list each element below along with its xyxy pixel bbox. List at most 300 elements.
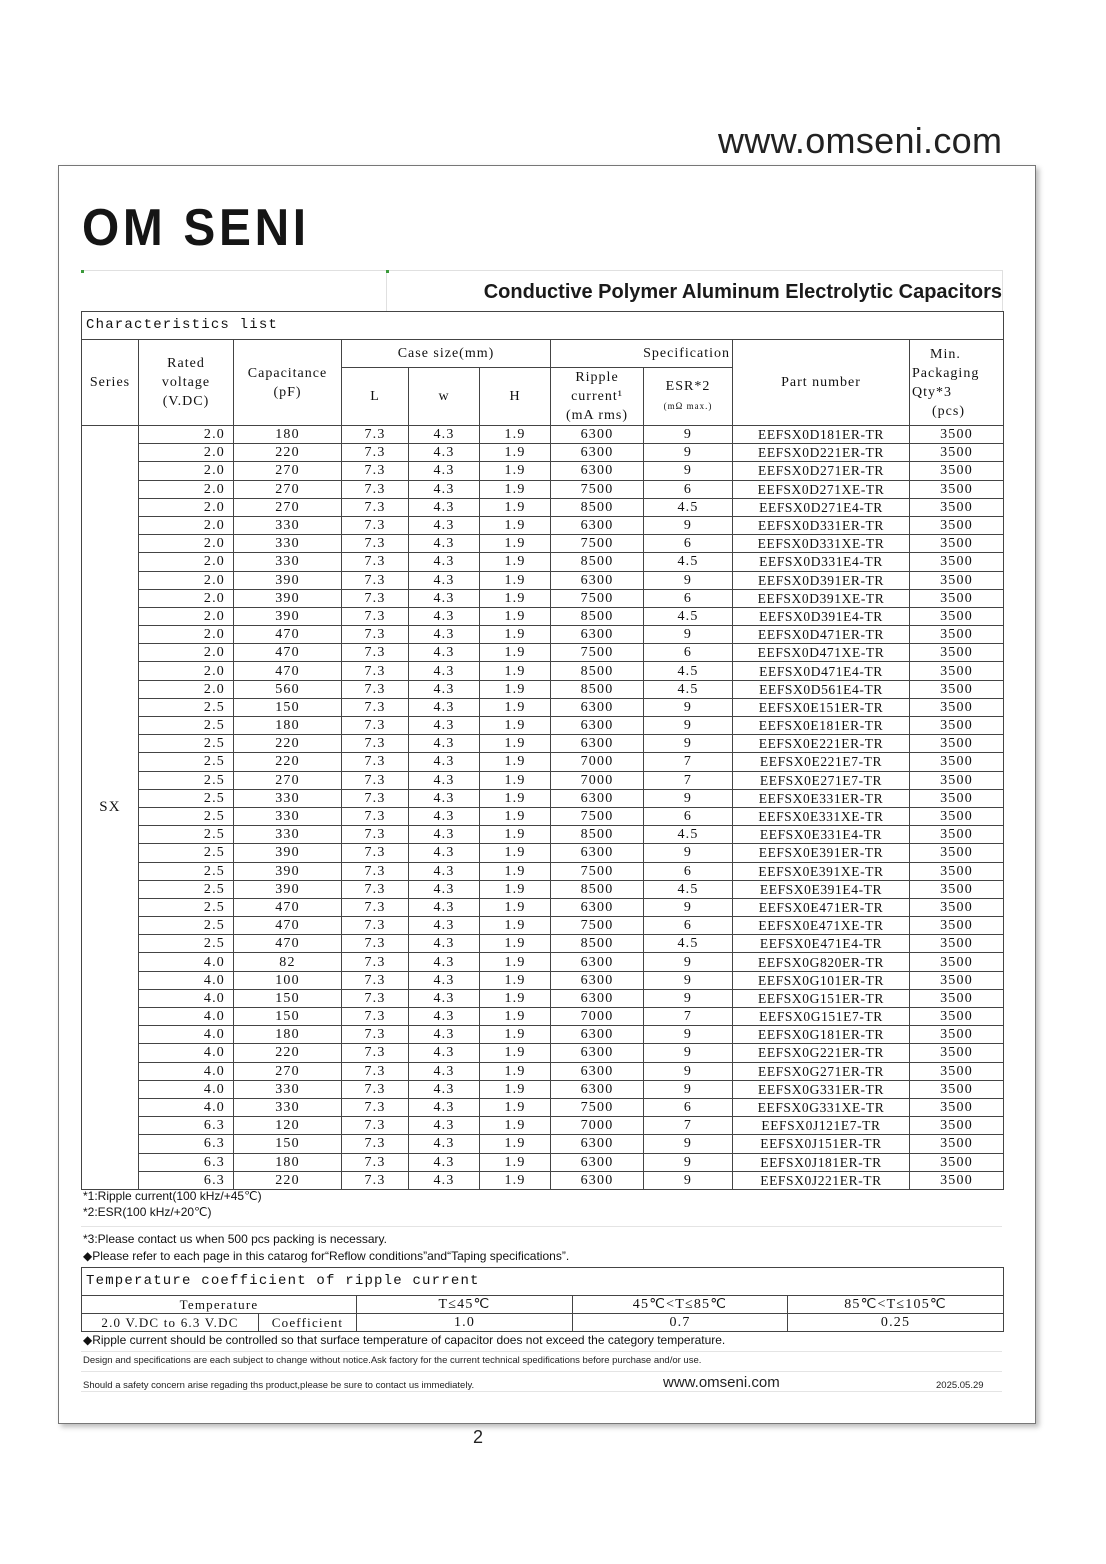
company-logo: OM SENI <box>82 199 310 257</box>
corner-mark <box>386 270 389 273</box>
packaging-qty: 3500 <box>910 553 1004 571</box>
packaging-qty: 3500 <box>910 589 1004 607</box>
note-divider <box>81 1226 1002 1227</box>
esr: 9 <box>644 953 733 971</box>
rated-voltage: 2.5 <box>139 826 234 844</box>
ripple-current: 7500 <box>551 535 644 553</box>
packaging-qty: 3500 <box>910 426 1004 444</box>
case-w: 4.3 <box>409 498 480 516</box>
case-l: 7.3 <box>342 953 409 971</box>
esr: 7 <box>644 1008 733 1026</box>
case-h: 1.9 <box>480 662 551 680</box>
part-number: EEFSX0D561E4-TR <box>733 680 910 698</box>
capacitance: 150 <box>234 989 342 1007</box>
case-l: 7.3 <box>342 735 409 753</box>
capacitance: 390 <box>234 880 342 898</box>
ripple-current: 7000 <box>551 753 644 771</box>
coefficient-value: 0.7 <box>573 1314 788 1332</box>
case-l: 7.3 <box>342 644 409 662</box>
esr: 9 <box>644 698 733 716</box>
case-l: 7.3 <box>342 1062 409 1080</box>
packaging-qty: 3500 <box>910 444 1004 462</box>
packaging-qty: 3500 <box>910 644 1004 662</box>
esr: 6 <box>644 644 733 662</box>
ripple-current: 6300 <box>551 898 644 916</box>
capacitance: 180 <box>234 717 342 735</box>
case-h: 1.9 <box>480 953 551 971</box>
case-w: 4.3 <box>409 426 480 444</box>
capacitance: 330 <box>234 789 342 807</box>
capacitance: 150 <box>234 1135 342 1153</box>
part-number: EEFSX0E221E7-TR <box>733 753 910 771</box>
part-number: EEFSX0D391ER-TR <box>733 571 910 589</box>
esr: 4.5 <box>644 680 733 698</box>
ripple-current: 6300 <box>551 462 644 480</box>
ripple-current: 8500 <box>551 607 644 625</box>
ripple-current: 6300 <box>551 1026 644 1044</box>
case-h: 1.9 <box>480 971 551 989</box>
case-l: 7.3 <box>342 1080 409 1098</box>
case-h: 1.9 <box>480 1171 551 1189</box>
capacitance: 100 <box>234 971 342 989</box>
part-number: EEFSX0D331ER-TR <box>733 516 910 534</box>
case-l: 7.3 <box>342 444 409 462</box>
rated-voltage: 2.0 <box>139 571 234 589</box>
case-w: 4.3 <box>409 480 480 498</box>
case-h: 1.9 <box>480 807 551 825</box>
part-number: EEFSX0G820ER-TR <box>733 953 910 971</box>
case-h: 1.9 <box>480 516 551 534</box>
case-w: 4.3 <box>409 898 480 916</box>
ripple-note: ◆Ripple current should be controlled so that surface temperature of capacitor does not exceed the category temperature. <box>83 1333 726 1347</box>
case-l: 7.3 <box>342 771 409 789</box>
part-number: EEFSX0E331E4-TR <box>733 826 910 844</box>
part-number: EEFSX0E471XE-TR <box>733 917 910 935</box>
packaging-qty: 3500 <box>910 1044 1004 1062</box>
footnote-ripple: *1:Ripple current(100 kHz/+45℃) <box>83 1189 262 1203</box>
esr: 6 <box>644 480 733 498</box>
header-series: Series <box>82 340 139 426</box>
case-w: 4.3 <box>409 771 480 789</box>
case-h: 1.9 <box>480 1026 551 1044</box>
case-w: 4.3 <box>409 735 480 753</box>
disclaimer-safety: Should a safety concern arise regading ths product,please be sure to contact us immediately. <box>83 1380 475 1391</box>
table-row <box>82 1117 1004 1135</box>
rated-voltage: 2.5 <box>139 789 234 807</box>
ripple-current: 8500 <box>551 553 644 571</box>
footnote-reflow: ◆Please refer to each page in this catarog for“Reflow conditions”and“Taping specifications”. <box>83 1249 570 1263</box>
case-w: 4.3 <box>409 607 480 625</box>
esr: 9 <box>644 989 733 1007</box>
capacitance: 330 <box>234 535 342 553</box>
case-w: 4.3 <box>409 789 480 807</box>
packaging-qty: 3500 <box>910 516 1004 534</box>
case-l: 7.3 <box>342 1171 409 1189</box>
rated-voltage: 6.3 <box>139 1171 234 1189</box>
table-row <box>82 1062 1004 1080</box>
rated-voltage: 2.0 <box>139 535 234 553</box>
footer-divider <box>81 1391 1002 1392</box>
case-w: 4.3 <box>409 698 480 716</box>
rated-voltage: 2.5 <box>139 753 234 771</box>
packaging-qty: 3500 <box>910 662 1004 680</box>
rated-voltage: 2.5 <box>139 735 234 753</box>
ripple-current: 8500 <box>551 498 644 516</box>
part-number: EEFSX0E151ER-TR <box>733 698 910 716</box>
table-row <box>82 1008 1004 1026</box>
case-w: 4.3 <box>409 516 480 534</box>
esr: 6 <box>644 1098 733 1116</box>
table-row <box>82 480 1004 498</box>
esr: 7 <box>644 753 733 771</box>
table-row <box>82 626 1004 644</box>
esr: 9 <box>644 444 733 462</box>
packaging-qty: 3500 <box>910 462 1004 480</box>
ripple-current: 6300 <box>551 1044 644 1062</box>
packaging-qty: 3500 <box>910 1153 1004 1171</box>
rated-voltage: 2.0 <box>139 589 234 607</box>
capacitance: 470 <box>234 898 342 916</box>
part-number: EEFSX0E181ER-TR <box>733 717 910 735</box>
esr: 6 <box>644 535 733 553</box>
esr: 4.5 <box>644 553 733 571</box>
case-l: 7.3 <box>342 698 409 716</box>
case-h: 1.9 <box>480 498 551 516</box>
ripple-current: 6300 <box>551 444 644 462</box>
ripple-current: 6300 <box>551 789 644 807</box>
part-number: EEFSX0G221ER-TR <box>733 1044 910 1062</box>
rated-voltage: 4.0 <box>139 1044 234 1062</box>
case-w: 4.3 <box>409 1153 480 1171</box>
table-row <box>82 935 1004 953</box>
table-row <box>82 971 1004 989</box>
ripple-current: 7500 <box>551 917 644 935</box>
esr: 9 <box>644 844 733 862</box>
case-l: 7.3 <box>342 662 409 680</box>
packaging-qty: 3500 <box>910 789 1004 807</box>
ripple-current: 6300 <box>551 698 644 716</box>
rated-voltage: 2.5 <box>139 698 234 716</box>
capacitance: 330 <box>234 516 342 534</box>
case-w: 4.3 <box>409 971 480 989</box>
rated-voltage: 4.0 <box>139 1080 234 1098</box>
part-number: EEFSX0D471ER-TR <box>733 626 910 644</box>
case-l: 7.3 <box>342 1008 409 1026</box>
capacitance: 150 <box>234 1008 342 1026</box>
table-row <box>82 607 1004 625</box>
case-h: 1.9 <box>480 644 551 662</box>
table-body <box>82 426 1004 1190</box>
case-w: 4.3 <box>409 680 480 698</box>
esr: 9 <box>644 462 733 480</box>
packaging-qty: 3500 <box>910 771 1004 789</box>
ripple-current: 7500 <box>551 807 644 825</box>
case-l: 7.3 <box>342 1044 409 1062</box>
case-l: 7.3 <box>342 807 409 825</box>
packaging-qty: 3500 <box>910 1062 1004 1080</box>
ripple-current: 6300 <box>551 1080 644 1098</box>
capacitance: 180 <box>234 1026 342 1044</box>
part-number: EEFSX0G331ER-TR <box>733 1080 910 1098</box>
case-h: 1.9 <box>480 935 551 953</box>
rated-voltage: 2.0 <box>139 662 234 680</box>
part-number: EEFSX0J121E7-TR <box>733 1117 910 1135</box>
packaging-qty: 3500 <box>910 535 1004 553</box>
esr: 9 <box>644 717 733 735</box>
esr: 9 <box>644 571 733 589</box>
case-l: 7.3 <box>342 862 409 880</box>
ripple-current: 6300 <box>551 971 644 989</box>
part-number: EEFSX0D331XE-TR <box>733 535 910 553</box>
part-number: EEFSX0J151ER-TR <box>733 1135 910 1153</box>
case-w: 4.3 <box>409 571 480 589</box>
temperature-range: 45℃<T≤85℃ <box>573 1296 788 1314</box>
case-h: 1.9 <box>480 862 551 880</box>
case-h: 1.9 <box>480 753 551 771</box>
packaging-qty: 3500 <box>910 717 1004 735</box>
table-row <box>82 898 1004 916</box>
case-h: 1.9 <box>480 826 551 844</box>
footer-date: 2025.05.29 <box>936 1380 984 1391</box>
esr: 9 <box>644 1080 733 1098</box>
case-h: 1.9 <box>480 771 551 789</box>
ripple-current: 7000 <box>551 1008 644 1026</box>
case-h: 1.9 <box>480 844 551 862</box>
characteristics-table <box>81 311 1004 1190</box>
packaging-qty: 3500 <box>910 480 1004 498</box>
part-number: EEFSX0E391XE-TR <box>733 862 910 880</box>
table-row <box>82 1098 1004 1116</box>
case-h: 1.9 <box>480 444 551 462</box>
ripple-current: 6300 <box>551 1153 644 1171</box>
esr: 4.5 <box>644 880 733 898</box>
coefficient-value: 1.0 <box>357 1314 573 1332</box>
part-number: EEFSX0E221ER-TR <box>733 735 910 753</box>
case-w: 4.3 <box>409 1026 480 1044</box>
footer-divider <box>81 1351 1002 1352</box>
capacitance: 330 <box>234 807 342 825</box>
subtitle-divider <box>386 270 387 311</box>
rated-voltage: 2.5 <box>139 898 234 916</box>
rated-voltage: 2.0 <box>139 680 234 698</box>
case-h: 1.9 <box>480 898 551 916</box>
packaging-qty: 3500 <box>910 753 1004 771</box>
table-row <box>82 1080 1004 1098</box>
table-row <box>82 662 1004 680</box>
ripple-current: 6300 <box>551 844 644 862</box>
capacitance: 390 <box>234 862 342 880</box>
packaging-qty: 3500 <box>910 826 1004 844</box>
case-w: 4.3 <box>409 626 480 644</box>
part-number: EEFSX0D331E4-TR <box>733 553 910 571</box>
rated-voltage: 4.0 <box>139 1062 234 1080</box>
rated-voltage: 4.0 <box>139 989 234 1007</box>
packaging-qty: 3500 <box>910 1117 1004 1135</box>
table-row <box>82 753 1004 771</box>
case-w: 4.3 <box>409 1080 480 1098</box>
case-l: 7.3 <box>342 1026 409 1044</box>
esr: 6 <box>644 807 733 825</box>
case-w: 4.3 <box>409 1062 480 1080</box>
rated-voltage: 2.0 <box>139 553 234 571</box>
case-l: 7.3 <box>342 898 409 916</box>
packaging-qty: 3500 <box>910 1080 1004 1098</box>
rated-voltage: 2.5 <box>139 844 234 862</box>
case-l: 7.3 <box>342 571 409 589</box>
case-l: 7.3 <box>342 880 409 898</box>
case-l: 7.3 <box>342 516 409 534</box>
capacitance: 470 <box>234 917 342 935</box>
case-h: 1.9 <box>480 698 551 716</box>
capacitance: 330 <box>234 826 342 844</box>
footer-website: www.omseni.com <box>663 1374 780 1391</box>
table-row <box>82 862 1004 880</box>
case-h: 1.9 <box>480 1044 551 1062</box>
coefficient-label: Coefficient <box>259 1314 357 1332</box>
case-l: 7.3 <box>342 553 409 571</box>
case-h: 1.9 <box>480 480 551 498</box>
case-h: 1.9 <box>480 571 551 589</box>
esr: 6 <box>644 917 733 935</box>
ripple-current: 6300 <box>551 516 644 534</box>
case-h: 1.9 <box>480 1008 551 1026</box>
ripple-current: 8500 <box>551 826 644 844</box>
rated-voltage: 4.0 <box>139 1098 234 1116</box>
ripple-current: 8500 <box>551 680 644 698</box>
case-h: 1.9 <box>480 1098 551 1116</box>
case-h: 1.9 <box>480 680 551 698</box>
packaging-qty: 3500 <box>910 1008 1004 1026</box>
case-w: 4.3 <box>409 1008 480 1026</box>
packaging-qty: 3500 <box>910 607 1004 625</box>
rated-voltage: 2.5 <box>139 807 234 825</box>
case-h: 1.9 <box>480 917 551 935</box>
capacitance: 180 <box>234 1153 342 1171</box>
esr: 6 <box>644 589 733 607</box>
case-w: 4.3 <box>409 1098 480 1116</box>
case-w: 4.3 <box>409 1171 480 1189</box>
part-number: EEFSX0D271E4-TR <box>733 498 910 516</box>
capacitance: 330 <box>234 1080 342 1098</box>
table-row <box>82 989 1004 1007</box>
esr: 4.5 <box>644 498 733 516</box>
ripple-current: 6300 <box>551 953 644 971</box>
table-row <box>82 1153 1004 1171</box>
case-l: 7.3 <box>342 626 409 644</box>
esr: 9 <box>644 735 733 753</box>
corner-mark <box>81 270 84 273</box>
rated-voltage: 2.0 <box>139 644 234 662</box>
esr: 9 <box>644 789 733 807</box>
rated-voltage: 4.0 <box>139 971 234 989</box>
document-subtitle: Conductive Polymer Aluminum Electrolytic Capacitors <box>483 281 1002 303</box>
capacitance: 390 <box>234 571 342 589</box>
table-row <box>82 535 1004 553</box>
esr: 9 <box>644 1153 733 1171</box>
esr: 9 <box>644 426 733 444</box>
case-h: 1.9 <box>480 1135 551 1153</box>
header-min-packaging: Min. Packaging Qty*3 (pcs) <box>910 340 1004 426</box>
case-w: 4.3 <box>409 662 480 680</box>
part-number: EEFSX0J181ER-TR <box>733 1153 910 1171</box>
esr: 9 <box>644 1026 733 1044</box>
packaging-qty: 3500 <box>910 1026 1004 1044</box>
packaging-qty: 3500 <box>910 807 1004 825</box>
esr: 9 <box>644 1171 733 1189</box>
esr: 4.5 <box>644 826 733 844</box>
case-h: 1.9 <box>480 1062 551 1080</box>
table-row <box>82 680 1004 698</box>
capacitance: 330 <box>234 1098 342 1116</box>
capacitance: 120 <box>234 1117 342 1135</box>
packaging-qty: 3500 <box>910 1171 1004 1189</box>
ripple-current: 7500 <box>551 644 644 662</box>
rated-voltage: 2.0 <box>139 480 234 498</box>
capacitance: 560 <box>234 680 342 698</box>
part-number: EEFSX0D271XE-TR <box>733 480 910 498</box>
case-l: 7.3 <box>342 498 409 516</box>
case-h: 1.9 <box>480 535 551 553</box>
case-w: 4.3 <box>409 1044 480 1062</box>
esr: 7 <box>644 771 733 789</box>
packaging-qty: 3500 <box>910 498 1004 516</box>
case-w: 4.3 <box>409 935 480 953</box>
esr: 9 <box>644 898 733 916</box>
case-w: 4.3 <box>409 753 480 771</box>
case-l: 7.3 <box>342 462 409 480</box>
ripple-current: 6300 <box>551 989 644 1007</box>
ripple-current: 7500 <box>551 480 644 498</box>
case-l: 7.3 <box>342 1098 409 1116</box>
table-row <box>82 771 1004 789</box>
case-w: 4.3 <box>409 444 480 462</box>
part-number: EEFSX0D391E4-TR <box>733 607 910 625</box>
table-row <box>82 1135 1004 1153</box>
series-cell: SX <box>82 426 139 1190</box>
part-number: EEFSX0D181ER-TR <box>733 426 910 444</box>
packaging-qty: 3500 <box>910 953 1004 971</box>
case-w: 4.3 <box>409 535 480 553</box>
rated-voltage: 2.5 <box>139 771 234 789</box>
table-row <box>82 1026 1004 1044</box>
case-w: 4.3 <box>409 880 480 898</box>
case-h: 1.9 <box>480 626 551 644</box>
part-number: EEFSX0E331XE-TR <box>733 807 910 825</box>
footnote-esr: *2:ESR(100 kHz/+20℃) <box>83 1205 212 1219</box>
case-l: 7.3 <box>342 1153 409 1171</box>
case-w: 4.3 <box>409 1117 480 1135</box>
ripple-current: 7500 <box>551 1098 644 1116</box>
part-number: EEFSX0E471E4-TR <box>733 935 910 953</box>
capacitance: 470 <box>234 626 342 644</box>
ripple-current: 8500 <box>551 935 644 953</box>
rated-voltage: 4.0 <box>139 1026 234 1044</box>
ripple-current: 7500 <box>551 589 644 607</box>
table-row <box>82 717 1004 735</box>
case-h: 1.9 <box>480 880 551 898</box>
table-row <box>82 426 1004 444</box>
case-l: 7.3 <box>342 844 409 862</box>
capacitance: 390 <box>234 607 342 625</box>
temperature-range: 85℃<T≤105℃ <box>788 1296 1004 1314</box>
ripple-current: 7000 <box>551 1117 644 1135</box>
characteristics-title: Characteristics list <box>82 312 1004 340</box>
esr: 9 <box>644 516 733 534</box>
esr: 9 <box>644 971 733 989</box>
table-row <box>82 462 1004 480</box>
part-number: EEFSX0J221ER-TR <box>733 1171 910 1189</box>
ripple-current: 6300 <box>551 626 644 644</box>
